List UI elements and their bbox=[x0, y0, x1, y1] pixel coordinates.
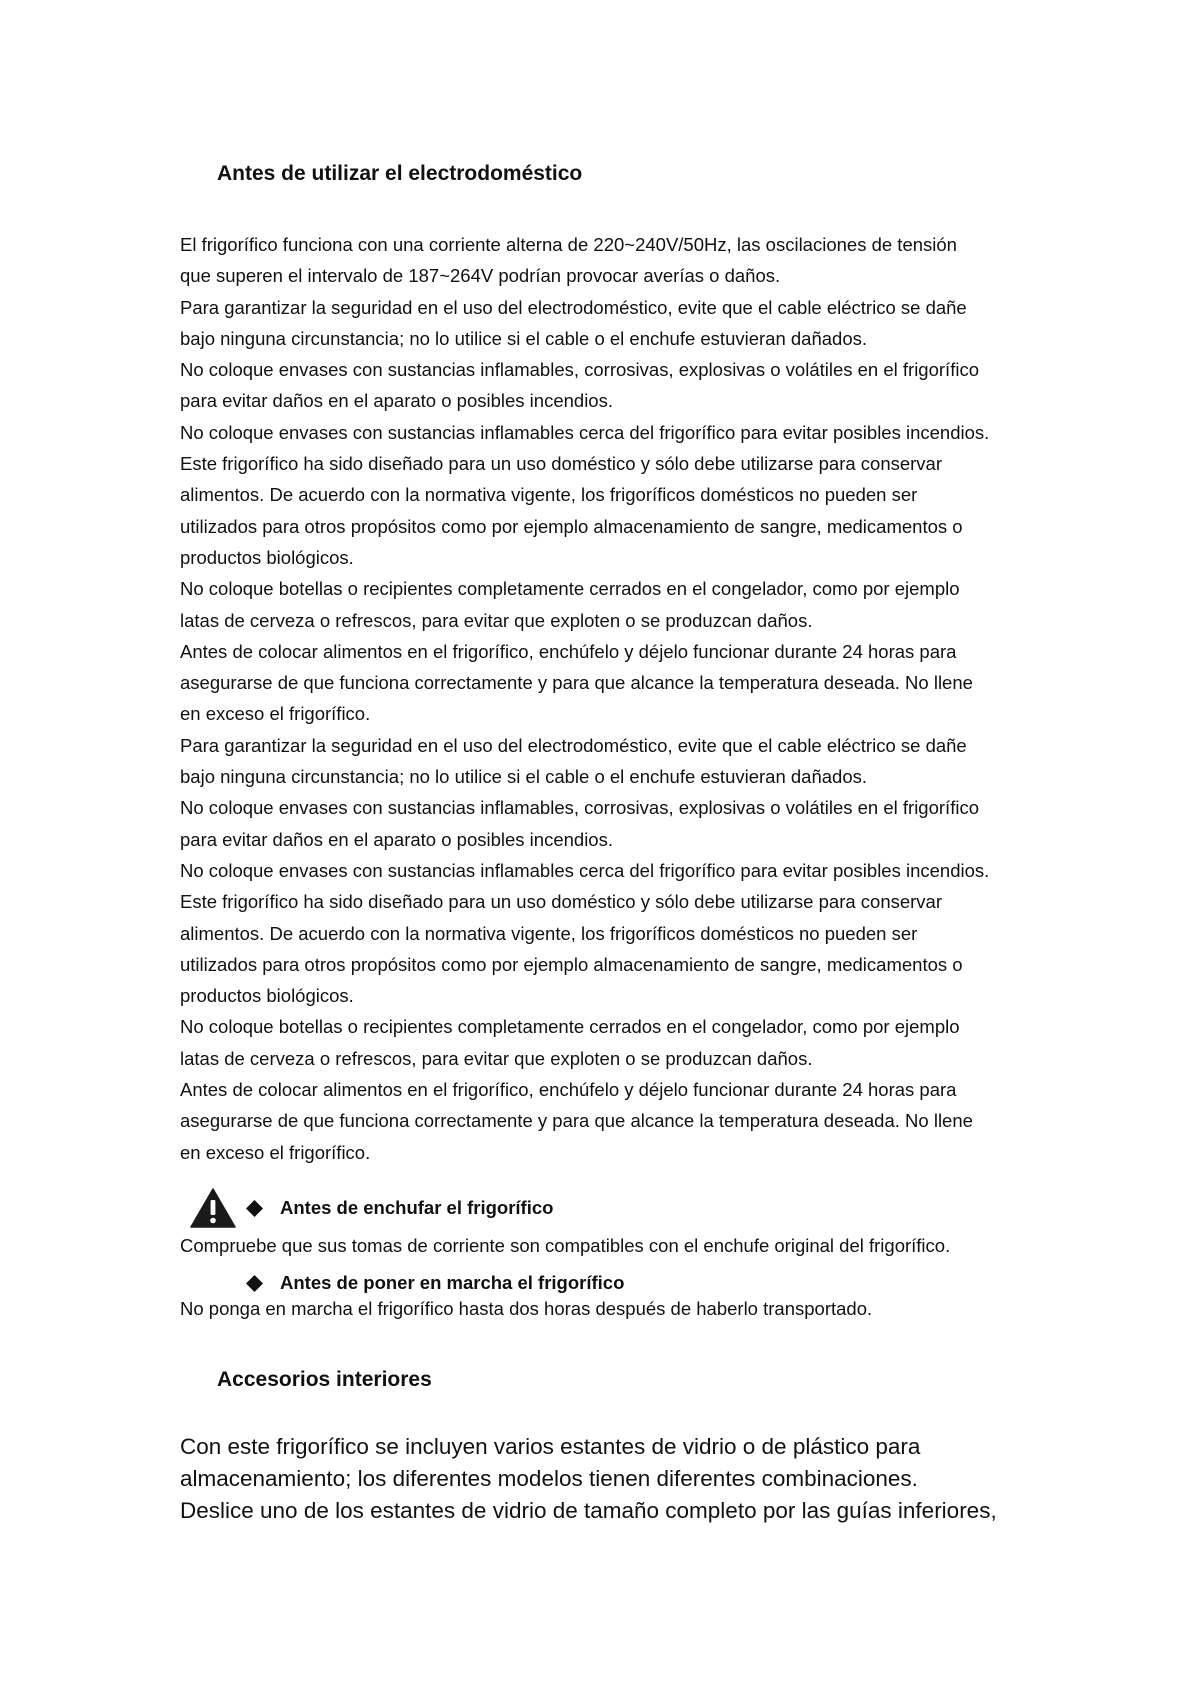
diamond-bullet-icon bbox=[246, 1200, 263, 1217]
paragraph-line: para evitar daños en el aparato o posibles incendios. bbox=[180, 828, 613, 850]
paragraph-line: bajo ninguna circunstancia; no lo utilice si el cable o el enchufe estuvieran dañados. bbox=[180, 327, 868, 349]
warning-triangle-icon bbox=[190, 1188, 236, 1228]
paragraph-line: utilizados para otros propósitos como por ejemplo almacenamiento de sangre, medicamentos o bbox=[180, 953, 963, 975]
paragraph-line: bajo ninguna circunstancia; no lo utilice si el cable o el enchufe estuvieran dañados. bbox=[180, 766, 868, 788]
diamond-bullet-icon bbox=[246, 1275, 263, 1292]
paragraph-line: No coloque envases con sustancias inflamables cerca del frigorífico para evitar posibles incendios. bbox=[180, 859, 990, 881]
paragraph-line: alimentos. De acuerdo con la normativa vigente, los frigoríficos domésticos no pueden ser bbox=[180, 484, 918, 506]
paragraph-line: No coloque envases con sustancias inflamables, corrosivas, explosivas o volátiles en el frigorífico bbox=[180, 797, 979, 819]
paragraph-line: que superen el intervalo de 187~264V podrían provocar averías o daños. bbox=[180, 265, 781, 287]
paragraph-line: Antes de colocar alimentos en el frigorífico, enchúfelo y déjelo funcionar durante 24 horas para bbox=[180, 1079, 957, 1101]
paragraph-line: productos biológicos. bbox=[180, 546, 354, 568]
paragraph-line: Antes de colocar alimentos en el frigorífico, enchúfelo y déjelo funcionar durante 24 horas para bbox=[180, 640, 957, 662]
paragraph-line: almacenamiento; los diferentes modelos tienen diferentes combinaciones. bbox=[180, 1466, 918, 1491]
accessories-body bbox=[180, 1431, 1080, 1527]
paragraph-line: latas de cerveza o refrescos, para evitar que exploten o se produzcan daños. bbox=[180, 609, 813, 631]
paragraph-line: asegurarse de que funciona correctamente y para que alcance la temperatura deseada. No llene bbox=[180, 1110, 973, 1132]
section-heading-accessories: Accesorios interiores bbox=[217, 1368, 432, 1391]
paragraph-line: Este frigorífico ha sido diseñado para un uso doméstico y sólo debe utilizarse para conservar bbox=[180, 891, 943, 913]
warning-start-heading: Antes de poner en marcha el frigorífico bbox=[280, 1272, 625, 1293]
paragraph-line: productos biológicos. bbox=[180, 985, 354, 1007]
warning-start-text: No ponga en marcha el frigorífico hasta dos horas después de haberlo transportado. bbox=[180, 1298, 873, 1319]
warning-plug-heading: Antes de enchufar el frigorífico bbox=[280, 1197, 554, 1218]
paragraph-line: Deslice uno de los estantes de vidrio de tamaño completo por las guías inferiores, bbox=[180, 1498, 997, 1523]
paragraph-line: No coloque botellas o recipientes completamente cerrados en el congelador, como por ejemplo bbox=[180, 578, 960, 600]
paragraph-line: Con este frigorífico se incluyen varios estantes de vidrio o de plástico para bbox=[180, 1434, 921, 1459]
paragraph-line: Para garantizar la seguridad en el uso del electrodoméstico, evite que el cable eléctrico se dañe bbox=[180, 296, 967, 318]
paragraph-line: Para garantizar la seguridad en el uso del electrodoméstico, evite que el cable eléctrico se dañe bbox=[180, 734, 967, 756]
paragraph-line: en exceso el frigorífico. bbox=[180, 1141, 371, 1163]
before-use-body bbox=[180, 229, 1040, 1168]
paragraph-line: asegurarse de que funciona correctamente y para que alcance la temperatura deseada. No llene bbox=[180, 672, 973, 694]
paragraph-line: El frigorífico funciona con una corriente alterna de 220~240V/50Hz, las oscilaciones de tensión bbox=[180, 234, 957, 255]
paragraph-line: No coloque botellas o recipientes completamente cerrados en el congelador, como por ejemplo bbox=[180, 1016, 960, 1038]
paragraph-line: utilizados para otros propósitos como por ejemplo almacenamiento de sangre, medicamentos o bbox=[180, 515, 963, 537]
paragraph-line: No coloque envases con sustancias inflamables, corrosivas, explosivas o volátiles en el frigorífico bbox=[180, 359, 979, 381]
warning-plug-row bbox=[180, 1188, 1040, 1228]
paragraph-line: para evitar daños en el aparato o posibles incendios. bbox=[180, 390, 613, 412]
section-heading-before-use: Antes de utilizar el electrodoméstico bbox=[217, 162, 583, 185]
paragraph-line: No coloque envases con sustancias inflamables cerca del frigorífico para evitar posibles incendios. bbox=[180, 421, 990, 443]
warning-plug-text: Compruebe que sus tomas de corriente son compatibles con el enchufe original del frigorífico. bbox=[180, 1235, 951, 1256]
paragraph-line: latas de cerveza o refrescos, para evitar que exploten o se produzcan daños. bbox=[180, 1047, 813, 1069]
paragraph-line: Este frigorífico ha sido diseñado para un uso doméstico y sólo debe utilizarse para conservar bbox=[180, 453, 943, 475]
paragraph-line: alimentos. De acuerdo con la normativa vigente, los frigoríficos domésticos no pueden ser bbox=[180, 922, 918, 944]
paragraph-line: en exceso el frigorífico. bbox=[180, 703, 371, 725]
